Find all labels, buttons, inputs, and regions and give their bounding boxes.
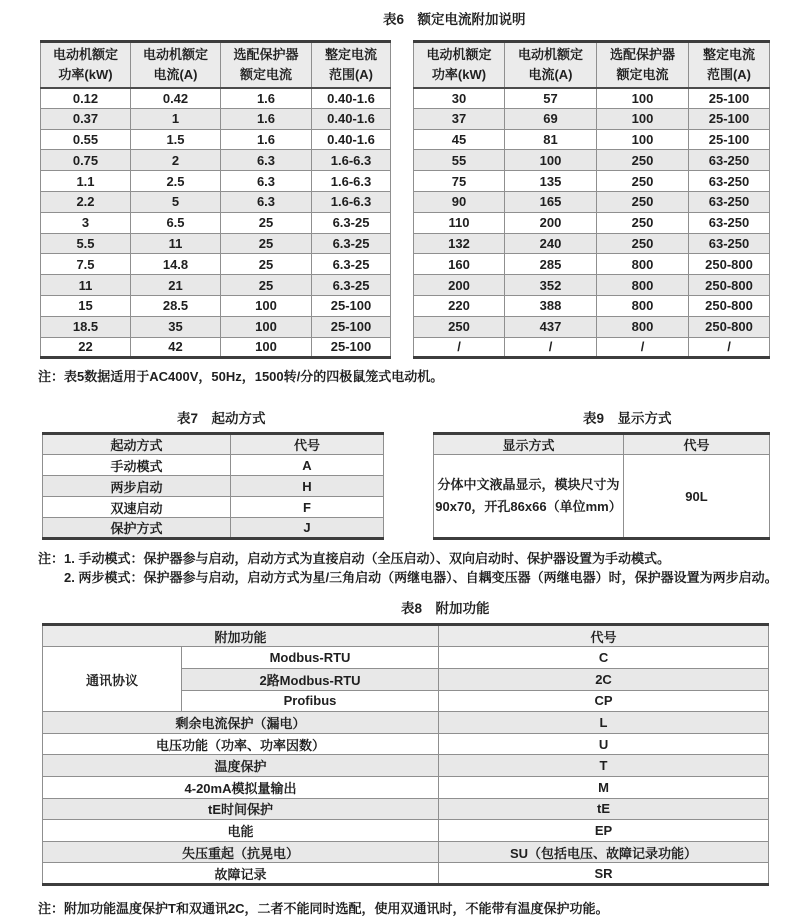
- table-cell: 135: [505, 171, 597, 192]
- table-cell: 1.1: [41, 171, 131, 192]
- table-row: [43, 647, 769, 669]
- table-row: [41, 129, 391, 150]
- table-cell: 保护方式: [43, 518, 231, 539]
- table-cell: 437: [505, 316, 597, 337]
- col-header-display-mode: 显示方式: [434, 434, 624, 455]
- table-cell: 81: [505, 129, 597, 150]
- col-header-code: 代号: [624, 434, 770, 455]
- table-row: [414, 108, 770, 129]
- table-row: [41, 171, 391, 192]
- table-cell: 132: [414, 233, 505, 254]
- table-row: [41, 295, 391, 316]
- table-cell: 250: [597, 191, 689, 212]
- table-cell: 6.3: [221, 171, 312, 192]
- col-header-code: 代号: [439, 625, 769, 647]
- table-cell: tE时间保护: [43, 798, 439, 820]
- table-cell: 1.5: [131, 129, 221, 150]
- table-cell: 160: [414, 254, 505, 275]
- table-cell: 21: [131, 275, 221, 296]
- table8-additional-functions: [42, 623, 769, 886]
- table-row: [414, 233, 770, 254]
- table6-title: 表6 额定电流附加说明: [383, 12, 526, 27]
- table-cell: 1.6-6.3: [312, 150, 391, 171]
- table-cell: 100: [221, 295, 312, 316]
- table-cell: 69: [505, 108, 597, 129]
- table-cell: 6.3-25: [312, 233, 391, 254]
- comm-protocol-group-label: 通讯协议: [43, 647, 182, 712]
- table-cell: 250-800: [689, 275, 770, 296]
- table-row: [414, 295, 770, 316]
- table-cell: SR: [439, 863, 769, 885]
- table-cell: 55: [414, 150, 505, 171]
- table-cell: 800: [597, 275, 689, 296]
- col-header-start-mode: 起动方式: [43, 434, 231, 455]
- table-cell: 11: [41, 275, 131, 296]
- table8-title: 表8 附加功能: [401, 601, 490, 617]
- table-cell: 37: [414, 108, 505, 129]
- table-cell: 手动模式: [43, 455, 231, 476]
- table-cell: 100: [505, 150, 597, 171]
- table-cell: 5.5: [41, 233, 131, 254]
- description-line1: 分体中文液晶显示，模块尺寸为: [437, 477, 620, 493]
- table-cell: 250-800: [689, 316, 770, 337]
- table-cell: H: [231, 476, 384, 497]
- table-cell: 0.55: [41, 129, 131, 150]
- table9-body: [434, 455, 770, 539]
- table-header-row: [434, 434, 770, 455]
- table9-display-mode: [433, 432, 770, 540]
- table-cell: 22: [41, 337, 131, 358]
- table-cell: 11: [131, 233, 221, 254]
- table-cell: Modbus-RTU: [182, 647, 439, 669]
- col-header-protector-current: 选配保护器 额定电流: [597, 42, 689, 88]
- table-cell: 250: [597, 171, 689, 192]
- table-cell: 6.3: [221, 150, 312, 171]
- table-cell: 250-800: [689, 254, 770, 275]
- table-cell: 0.42: [131, 88, 221, 109]
- table79-gap: [384, 432, 433, 540]
- table-cell: 25-100: [689, 108, 770, 129]
- table-cell: 电压功能（功率、功率因数）: [43, 733, 439, 755]
- table-cell: 5: [131, 191, 221, 212]
- table-row: [43, 712, 769, 734]
- table-cell: M: [439, 776, 769, 798]
- col-header-motor-current: 电动机额定 电流(A): [131, 42, 221, 88]
- display-mode-code: 90L: [624, 455, 770, 539]
- table-cell: 100: [597, 108, 689, 129]
- table-cell: 6.3-25: [312, 275, 391, 296]
- table-cell: 电能: [43, 820, 439, 842]
- table-row: [41, 337, 391, 358]
- table7-title: 表7 起动方式: [177, 411, 266, 427]
- table-cell: 1: [131, 108, 221, 129]
- table-row: [41, 275, 391, 296]
- table6-pair: [40, 40, 800, 359]
- table-row: [41, 88, 391, 109]
- table-cell: 2: [131, 150, 221, 171]
- table8-note: 注：附加功能温度保护T和双通讯2C，二者不能同时选配，使用双通讯时，不能带有温度保护功能。: [38, 900, 609, 916]
- table-cell: T: [439, 755, 769, 777]
- table-row: [414, 316, 770, 337]
- note-line-2: 2. 两步模式：保护器参与启动，启动方式为星/三角启动（两继电器）、自耦变压器（两继电器）时，保护器设置为两步启动。: [64, 570, 778, 586]
- table-cell: 250: [597, 233, 689, 254]
- table-cell: 25: [221, 233, 312, 254]
- table-cell: 2.2: [41, 191, 131, 212]
- table-row: [414, 88, 770, 109]
- table-row: [43, 476, 384, 497]
- table-row: [43, 518, 384, 539]
- col-header-setting-range: 整定电流 范围(A): [312, 42, 391, 88]
- table-cell: 25-100: [312, 295, 391, 316]
- table-row: [414, 171, 770, 192]
- table-cell: 故障记录: [43, 863, 439, 885]
- table-header-row: [43, 625, 769, 647]
- table-cell: 0.40-1.6: [312, 88, 391, 109]
- table-cell: 100: [597, 129, 689, 150]
- table79-titles: [0, 410, 800, 428]
- table-cell: 250-800: [689, 295, 770, 316]
- table-cell: 200: [505, 212, 597, 233]
- table-cell: 3: [41, 212, 131, 233]
- table-cell: A: [231, 455, 384, 476]
- table7-body: [43, 455, 384, 539]
- table-row: [414, 150, 770, 171]
- description-line2: 90x70，开孔86x66（单位mm）: [435, 499, 622, 515]
- table-cell: 剩余电流保护（漏电）: [43, 712, 439, 734]
- table-row: [43, 841, 769, 863]
- table-header-row: [43, 434, 384, 455]
- table-cell: 2.5: [131, 171, 221, 192]
- table-cell: 6.3: [221, 191, 312, 212]
- table-cell: 800: [597, 254, 689, 275]
- table-cell: 100: [221, 337, 312, 358]
- table-row: [414, 275, 770, 296]
- note-line-1: 注：1. 手动模式：保护器参与启动，启动方式为直接启动（全压启动）、双向启动时、保护器设置为手动模式。: [38, 551, 670, 567]
- table-cell: 6.3-25: [312, 254, 391, 275]
- table-cell: 250: [597, 212, 689, 233]
- table-row: [41, 150, 391, 171]
- table-row: [43, 776, 769, 798]
- table-cell: 温度保护: [43, 755, 439, 777]
- table-cell: 25-100: [312, 316, 391, 337]
- table-cell: 25-100: [689, 129, 770, 150]
- table-cell: 1.6-6.3: [312, 191, 391, 212]
- table-cell: 388: [505, 295, 597, 316]
- table-row: [41, 108, 391, 129]
- table-cell: tE: [439, 798, 769, 820]
- table-cell: 14.8: [131, 254, 221, 275]
- table-row: [43, 497, 384, 518]
- table-cell: 75: [414, 171, 505, 192]
- table-cell: 0.12: [41, 88, 131, 109]
- table-cell: 1.6-6.3: [312, 171, 391, 192]
- table-cell: /: [505, 337, 597, 358]
- table-cell: 240: [505, 233, 597, 254]
- table9-title: 表9 显示方式: [583, 411, 672, 427]
- table-cell: 285: [505, 254, 597, 275]
- table-cell: 两步启动: [43, 476, 231, 497]
- table-cell: 42: [131, 337, 221, 358]
- table-cell: 25: [221, 275, 312, 296]
- col-header-function: 附加功能: [43, 625, 439, 647]
- table-cell: /: [414, 337, 505, 358]
- table-cell: 6.3-25: [312, 212, 391, 233]
- display-mode-description: [434, 455, 624, 539]
- table8-body: [43, 647, 769, 885]
- table-cell: J: [231, 518, 384, 539]
- table-cell: 1.6: [221, 88, 312, 109]
- table-row: [43, 798, 769, 820]
- table-cell: 0.40-1.6: [312, 108, 391, 129]
- table-cell: 165: [505, 191, 597, 212]
- table-cell: 57: [505, 88, 597, 109]
- table-cell: 0.40-1.6: [312, 129, 391, 150]
- table-cell: 30: [414, 88, 505, 109]
- table-cell: F: [231, 497, 384, 518]
- table-cell: 63-250: [689, 212, 770, 233]
- table-cell: CP: [439, 690, 769, 712]
- table-cell: Profibus: [182, 690, 439, 712]
- table-row: [43, 455, 384, 476]
- table-cell: 110: [414, 212, 505, 233]
- table-cell: 45: [414, 129, 505, 150]
- table-cell: 2路Modbus-RTU: [182, 668, 439, 690]
- col-header-code: 代号: [231, 434, 384, 455]
- table-cell: 0.37: [41, 108, 131, 129]
- table-row: [41, 191, 391, 212]
- table-cell: 63-250: [689, 191, 770, 212]
- table-row: [41, 254, 391, 275]
- table-row: [414, 129, 770, 150]
- table-cell: 1.6: [221, 129, 312, 150]
- table-row: [41, 316, 391, 337]
- table-row: [43, 863, 769, 885]
- table-row: [41, 212, 391, 233]
- table-cell: 200: [414, 275, 505, 296]
- col-header-setting-range: 整定电流 范围(A): [689, 42, 770, 88]
- table6-gap: [391, 40, 413, 359]
- table-cell: 1.6: [221, 108, 312, 129]
- table-cell: 失压重起（抗晃电）: [43, 841, 439, 863]
- table-cell: 352: [505, 275, 597, 296]
- table-row: [434, 455, 770, 539]
- table-cell: 28.5: [131, 295, 221, 316]
- table-row: [414, 191, 770, 212]
- table-cell: 2C: [439, 668, 769, 690]
- table-cell: 25: [221, 254, 312, 275]
- table-cell: 100: [221, 316, 312, 337]
- table-cell: SU（包括电压、故障记录功能）: [439, 841, 769, 863]
- table-cell: C: [439, 647, 769, 669]
- table-cell: 100: [597, 88, 689, 109]
- table-cell: 双速启动: [43, 497, 231, 518]
- table6-note: 注：表5数据适用于AC400V，50Hz，1500转/分的四极鼠笼式电动机。: [38, 369, 444, 385]
- col-header-motor-power: 电动机额定 功率(kW): [414, 42, 505, 88]
- table-cell: 220: [414, 295, 505, 316]
- table-cell: 63-250: [689, 233, 770, 254]
- table-row: [43, 755, 769, 777]
- table-cell: 63-250: [689, 171, 770, 192]
- table-row: [414, 254, 770, 275]
- table-row: [414, 337, 770, 358]
- table-cell: 7.5: [41, 254, 131, 275]
- table-cell: 15: [41, 295, 131, 316]
- table-header-row: [41, 42, 391, 88]
- table6-rated-current-right: [413, 40, 770, 359]
- table6-left-body: [41, 88, 391, 358]
- table-cell: 18.5: [41, 316, 131, 337]
- table7-start-mode: [42, 432, 384, 540]
- table-cell: /: [597, 337, 689, 358]
- table-cell: L: [439, 712, 769, 734]
- table6-right-body: [414, 88, 770, 358]
- table-cell: EP: [439, 820, 769, 842]
- col-header-motor-current: 电动机额定 电流(A): [505, 42, 597, 88]
- table-row: [414, 212, 770, 233]
- table-cell: 25-100: [312, 337, 391, 358]
- table-cell: /: [689, 337, 770, 358]
- table-cell: 4-20mA模拟量输出: [43, 776, 439, 798]
- table-cell: 6.5: [131, 212, 221, 233]
- table-cell: 25: [221, 212, 312, 233]
- table-cell: 0.75: [41, 150, 131, 171]
- table-row: [43, 733, 769, 755]
- table79-notes: [38, 549, 800, 587]
- table-cell: 250: [414, 316, 505, 337]
- table-cell: 35: [131, 316, 221, 337]
- col-header-protector-current: 选配保护器 额定电流: [221, 42, 312, 88]
- table6-rated-current-left: [40, 40, 391, 359]
- table-row: [43, 820, 769, 842]
- table-cell: 800: [597, 316, 689, 337]
- col-header-motor-power: 电动机额定 功率(kW): [41, 42, 131, 88]
- table-cell: 63-250: [689, 150, 770, 171]
- table-cell: U: [439, 733, 769, 755]
- table-cell: 90: [414, 191, 505, 212]
- table-row: [41, 233, 391, 254]
- table-cell: 250: [597, 150, 689, 171]
- table-header-row: [414, 42, 770, 88]
- table79-pair: [42, 432, 800, 540]
- table-cell: 800: [597, 295, 689, 316]
- table-cell: 25-100: [689, 88, 770, 109]
